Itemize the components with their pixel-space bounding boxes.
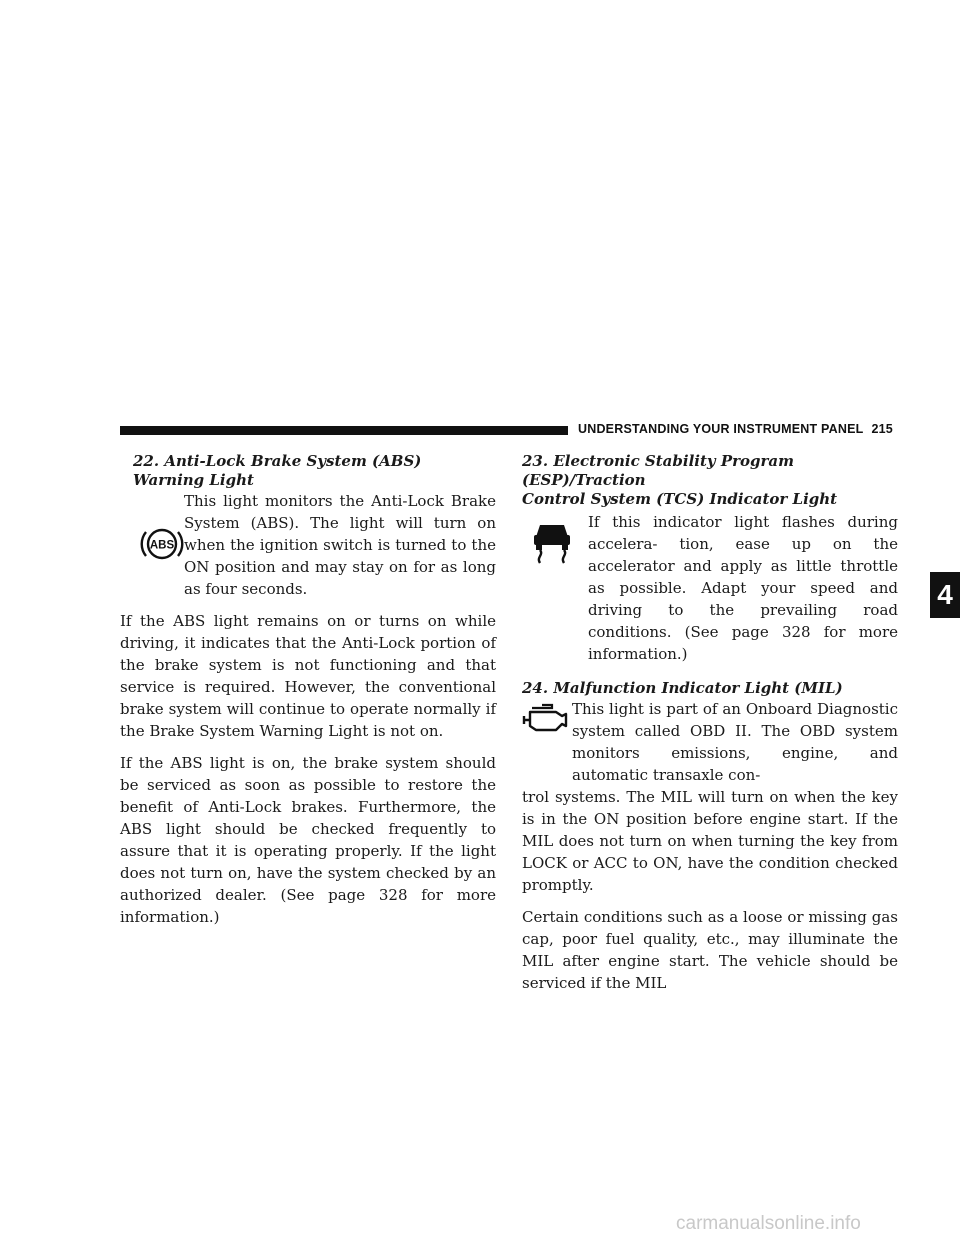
abs-section xyxy=(120,490,496,600)
abs-para-1: If the ABS light remains on or turns on while driving, it indicates that the Anti-Lock portion of the brake system is not functioning and that service is required. However, the conventional brake system will continue to operate normally if the Brake System Warning Light is not on. xyxy=(120,612,496,740)
running-head xyxy=(578,422,893,436)
left-column xyxy=(120,452,496,928)
watermark: carmanualsonline.info xyxy=(676,1213,861,1234)
check-engine-icon xyxy=(522,700,572,736)
esp-heading-line-2: Control System (TCS) Indicator Light xyxy=(522,490,838,508)
right-column xyxy=(522,452,898,994)
esp-skid-car-icon xyxy=(528,517,576,565)
mil-para-2: Certain conditions such as a loose or missing gas cap, poor fuel quality, etc., may illuminate the MIL after engine start. The vehicle should be serviced if the MIL xyxy=(522,908,898,992)
mil-heading: 24. Malfunction Indicator Light (MIL) xyxy=(522,679,843,697)
running-head-title: UNDERSTANDING YOUR INSTRUMENT PANEL xyxy=(578,422,864,436)
esp-heading-line-1: 23. Electronic Stability Program (ESP)/Traction xyxy=(522,452,795,489)
abs-heading: 22. Anti-Lock Brake System (ABS) Warning Light xyxy=(133,452,422,489)
esp-section xyxy=(522,511,898,665)
mil-section xyxy=(522,698,898,786)
abs-warning-icon xyxy=(132,514,192,574)
mil-intro: This light is part of an Onboard Diagnostic system called OBD II. The OBD system monitors emissions, engine, and automatic transaxle con- xyxy=(572,700,898,784)
abs-icon-label: ABS xyxy=(149,539,175,552)
chapter-tab: 4 xyxy=(930,572,960,618)
abs-intro: This light monitors the Anti-Lock Brake System (ABS). The light will turn on when the ignition switch is turned to the ON position and may stay on for as long as four seconds. xyxy=(184,492,496,598)
header-rule xyxy=(120,426,568,435)
abs-para-2: If the ABS light is on, the brake system should be serviced as soon as possible to restore the benefit of Anti-Lock brakes. Furthermore, the ABS light should be checked frequently to assure that it is operating properly. If the light does not turn on, have the system checked by an authorized dealer. (See page 328 for more information.) xyxy=(120,754,496,926)
mil-continued: trol systems. The MIL will turn on when the key is in the ON position before engine start. If the MIL does not turn on when turning the key from LOCK or ACC to ON, have the condition checked promptly. xyxy=(522,788,898,894)
page-number: 215 xyxy=(871,422,893,436)
esp-text: If this indicator light flashes during accelera- tion, ease up on the accelerator and apply as little throttle as possible. Adapt your speed and driving to the prevailing road conditions. (See page 328 for more information.) xyxy=(588,513,898,663)
